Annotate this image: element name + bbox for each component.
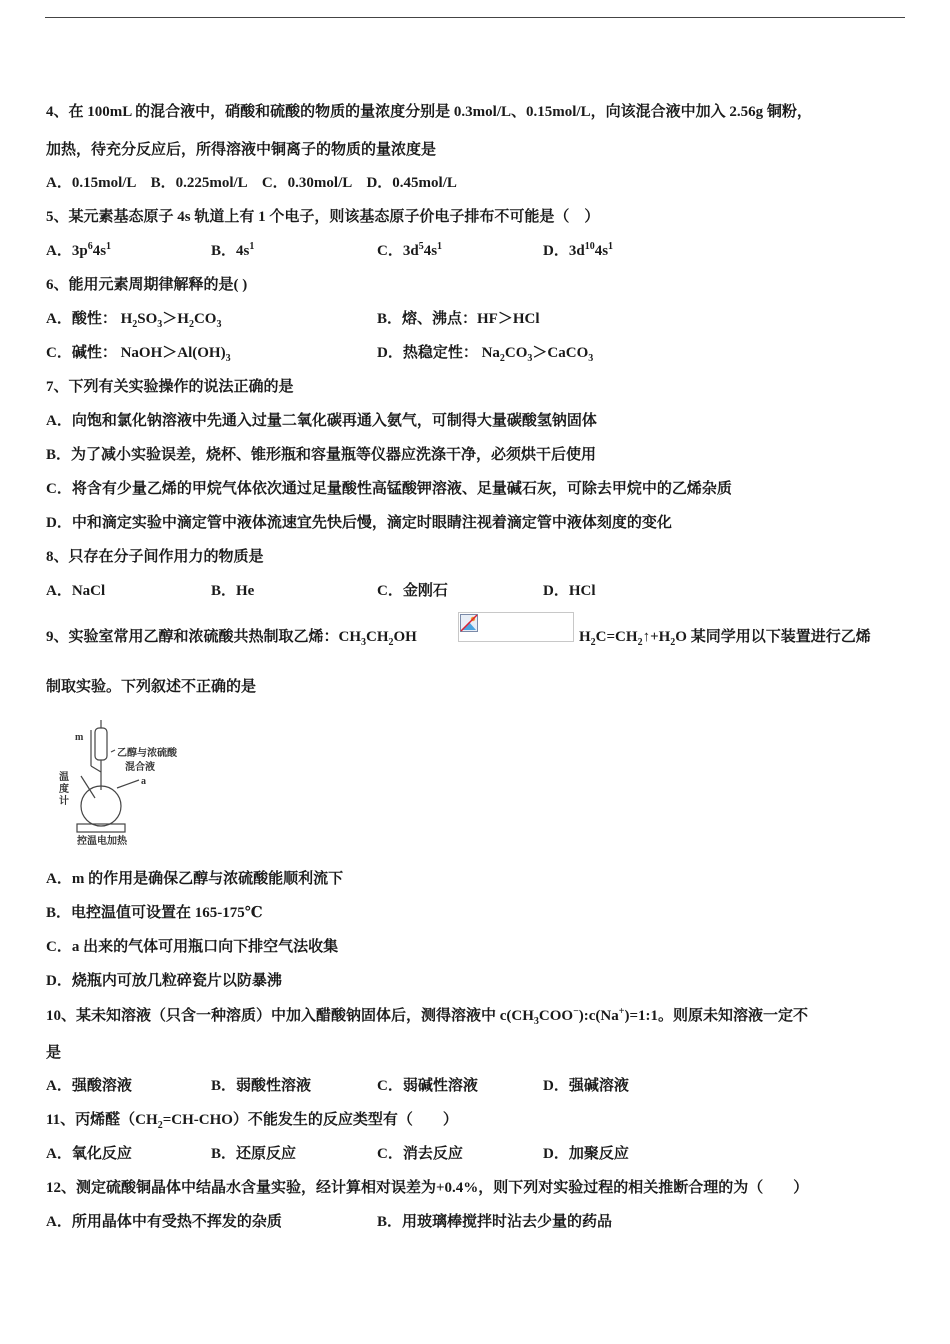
- label-heater: 控温电加热: [77, 836, 127, 847]
- q10-stem-line1: 10、某未知溶液（只含一种溶质）中加入醋酸钠固体后，测得溶液中 $c(CH_3COO^-):c(Na^+)=1:1$。则原未知溶液一定不: [46, 1006, 809, 1027]
- q11-option-b: B．还原反应: [211, 1146, 297, 1162]
- label-a: a: [141, 776, 146, 787]
- q8-option-b: B．He: [211, 583, 255, 599]
- thermometer: [81, 776, 95, 798]
- q4-stem-line1: 4、在 100mL 的混合液中，硝酸和硫酸的物质的量浓度分别是 0.3mol/L、0.15mol/L，向该混合液中加入 2.56g 铜粉，: [46, 104, 812, 120]
- q9-option-b: B．电控温值可设置在 165-175℃: [46, 905, 263, 921]
- broken-image-icon: [460, 614, 478, 632]
- q9-stem-line2: 制取实验。下列叙述不正确的是: [46, 679, 257, 695]
- q4-options: A．0.15mol/L B．0.225mol/L C．0.30mol/L D．0.45mol/L: [46, 175, 457, 191]
- outlet-tube-a: [117, 780, 139, 788]
- q11-option-d: D．加聚反应: [543, 1146, 629, 1162]
- q5-option-a: A．$3p^64s^1$: [46, 241, 112, 259]
- q9-stem-line1b: $H_2C=CH_2↑+H_2O$ 某同学用以下装置进行乙烯: [579, 629, 871, 648]
- q6-stem: 6、能用元素周期律解释的是( ): [46, 277, 248, 293]
- q10-option-d: D．强碱溶液: [543, 1078, 629, 1094]
- label-thermo-1: 温: [59, 772, 69, 783]
- q6-option-c: C．碱性： $NaOH>Al(OH)_3$: [46, 345, 231, 364]
- q8-option-c: C．金刚石: [377, 583, 448, 599]
- q6-option-a: A．酸性： $H_2SO_3>H_2CO_3$: [46, 311, 222, 330]
- label-thermo-3: 计: [59, 796, 69, 807]
- dropping-funnel: [95, 728, 107, 760]
- q9-stem-line1a: 9、实验室常用乙醇和浓硫酸共热制取乙烯：$CH_3CH_2OH$: [46, 629, 417, 648]
- header-rule: [45, 17, 905, 18]
- q8-option-a: A．NaCl: [46, 583, 106, 599]
- q5-option-b: B．$4s^1$: [211, 241, 255, 259]
- q7-option-a: A．向饱和氯化钠溶液中先通入过量二氧化碳再通入氨气，可制得大量碳酸氢钠固体: [46, 413, 597, 429]
- q9-option-a: A．m 的作用是确保乙醇与浓硫酸能顺利流下: [46, 871, 344, 887]
- q10-option-c: C．弱碱性溶液: [377, 1078, 478, 1094]
- q12-option-a: A．所用晶体中有受热不挥发的杂质: [46, 1214, 282, 1230]
- label-mix2: 混合液: [125, 762, 155, 773]
- q11-option-a: A．氧化反应: [46, 1146, 132, 1162]
- q5-option-d: D．$3d^{10}4s^1$: [543, 241, 614, 259]
- q9-option-c: C．a 出来的气体可用瓶口向下排空气法收集: [46, 939, 339, 955]
- q10-stem-line2: 是: [46, 1045, 62, 1061]
- q8-option-d: D．HCl: [543, 583, 596, 599]
- ethylene-apparatus-figure: [55, 720, 195, 850]
- label-mix1: 乙醇与浓硫酸: [117, 748, 177, 759]
- label-thermo-2: 度: [59, 784, 69, 795]
- q7-option-c: C．将含有少量乙烯的甲烷气体依次通过足量酸性高锰酸钾溶液、足量碱石灰，可除去甲烷中的乙烯杂质: [46, 481, 732, 497]
- q8-stem: 8、只存在分子间作用力的物质是: [46, 549, 264, 565]
- reaction-condition-image: [458, 612, 574, 642]
- q6-option-b: B．熔、沸点：HF＞HCl: [377, 311, 540, 327]
- q12-stem: 12、测定硫酸铜晶体中结晶水含量实验，经计算相对误差为+0.4%，则下列对实验过程的相关推断合理的为（ ）: [46, 1180, 809, 1196]
- q5-stem: 5、某元素基态原子 4s 轨道上有 1 个电子，则该基态原子价电子排布不可能是（ ）: [46, 209, 600, 225]
- q12-option-b: B．用玻璃棒搅拌时沾去少量的药品: [377, 1214, 613, 1230]
- q7-option-d: D．中和滴定实验中滴定管中液体流速宜先快后慢，滴定时眼睛注视着滴定管中液体刻度的变化: [46, 515, 672, 531]
- q7-stem: 7、下列有关实验操作的说法正确的是: [46, 379, 294, 395]
- q7-option-b: B．为了减小实验误差，烧杯、锥形瓶和容量瓶等仪器应洗涤干净，必须烘干后使用: [46, 447, 597, 463]
- q10-option-b: B．弱酸性溶液: [211, 1078, 312, 1094]
- q6-option-d: D．热稳定性： $Na_2CO_3>CaCO_3$: [377, 345, 594, 364]
- label-m: m: [75, 732, 84, 743]
- q10-option-a: A．强酸溶液: [46, 1078, 132, 1094]
- q4-stem-line2: 加热，待充分反应后，所得溶液中铜离子的物质的量浓度是: [46, 142, 437, 158]
- q9-option-d: D．烧瓶内可放几粒碎瓷片以防暴沸: [46, 973, 282, 989]
- round-flask: [81, 786, 121, 826]
- q11-option-c: C．消去反应: [377, 1146, 463, 1162]
- q11-stem: 11、丙烯醛$(CH_2=CH-CHO)$不能发生的反应类型有（ ）: [46, 1112, 458, 1131]
- q5-option-c: C．$3d^54s^1$: [377, 241, 443, 259]
- heater-base: [77, 824, 125, 832]
